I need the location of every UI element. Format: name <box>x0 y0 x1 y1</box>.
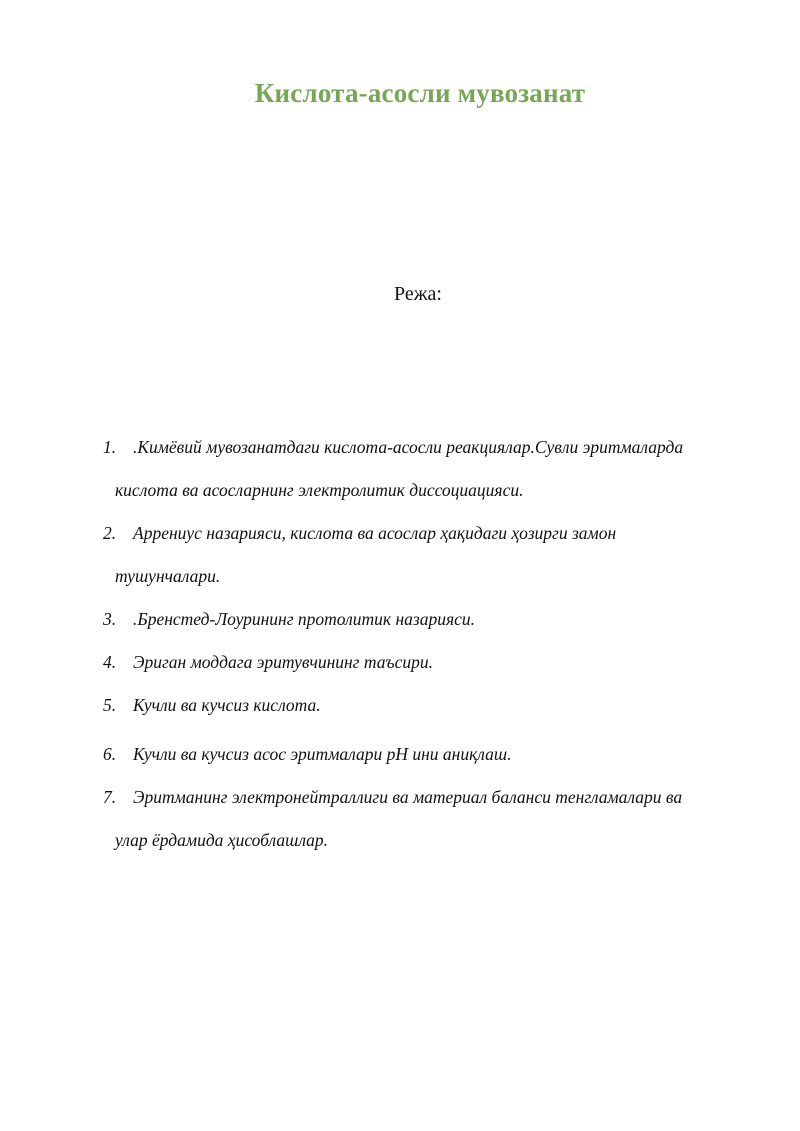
list-item-text: тушунчалари. <box>115 566 221 586</box>
list-item <box>103 733 743 776</box>
list-item-number: 4. <box>103 652 117 672</box>
list-item-number: 7. <box>103 787 117 807</box>
document-title: Кислота-асосли мувозанат <box>254 78 586 108</box>
list-item <box>103 776 743 862</box>
list-item-number: 3. <box>103 609 117 629</box>
list-item <box>103 641 743 684</box>
list-item-text: улар ёрдамида ҳисоблашлар. <box>115 830 329 850</box>
list-item-text: .Кимёвий мувозанатдаги кислота-асосли реакциялар.Сувли эритмаларда <box>133 437 684 457</box>
list-item-text: кислота ва асосларнинг электролитик диссоциацияси. <box>115 480 524 500</box>
list-item-number: 5. <box>103 695 117 715</box>
list-item-number: 2. <box>103 523 117 543</box>
list-item-number: 1. <box>103 437 117 457</box>
list-item <box>103 512 743 598</box>
plan-heading: Режа: <box>394 283 442 305</box>
list-item <box>103 426 743 512</box>
list-item <box>103 598 743 641</box>
list-item-text: Эриган моддага эритувчининг таъсири. <box>133 652 433 672</box>
list-item-text: Кучли ва кучсиз асос эритмалари pH ини аниқлаш. <box>133 744 512 764</box>
list-item-text: Эритманинг электронейтраллиги ва материал баланси тенгламалари ва <box>133 787 683 807</box>
list-item-number: 6. <box>103 744 117 764</box>
list-item-text: .Бренстед-Лоурининг протолитик назарияси. <box>133 609 475 629</box>
list-item-text: Кучли ва кучсиз кислота. <box>133 695 321 715</box>
list-item <box>103 684 743 727</box>
list-item-text: Аррениус назарияси, кислота ва асослар ҳақидаги ҳозирги замон <box>133 523 617 543</box>
